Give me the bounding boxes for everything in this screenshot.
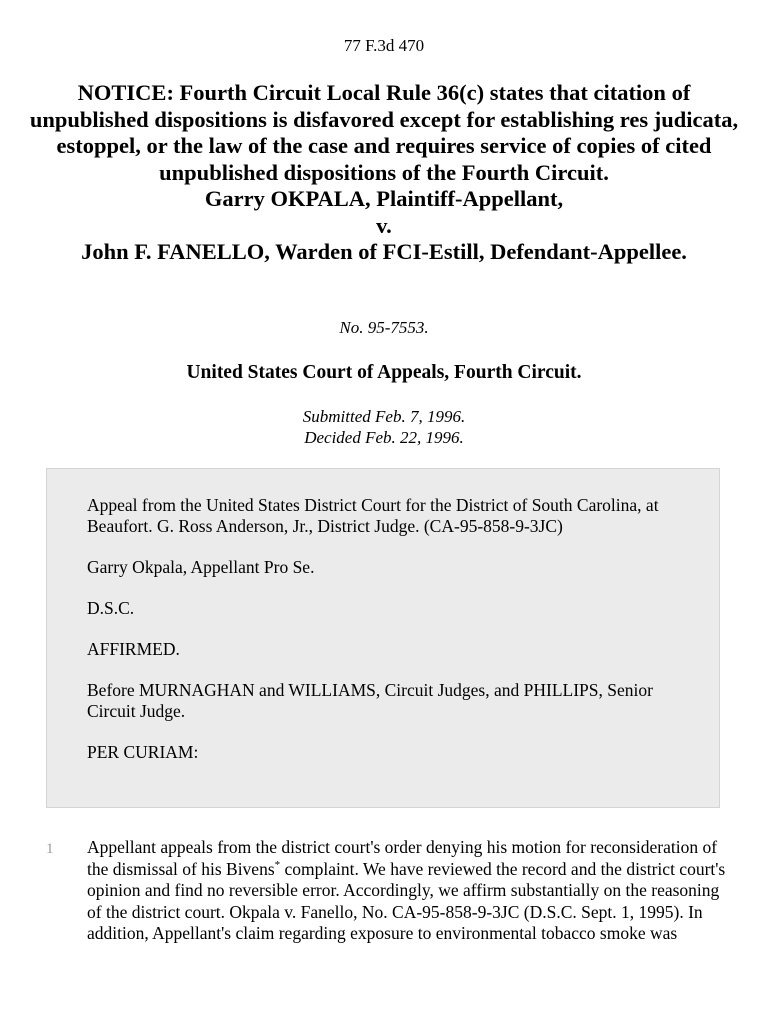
appeal-from-text: Appeal from the United States District Court for the District of South Carolina, at Beaufort. G. Ross Anderson, Jr., District Judge. (CA-95-858-9-3JC)	[87, 495, 659, 536]
lower-court-text: D.S.C.	[87, 598, 135, 618]
per-curiam-text: PER CURIAM:	[87, 742, 199, 762]
versus-text: v.	[376, 212, 392, 238]
footnote-link[interactable]: *	[274, 858, 281, 871]
citation: 77 F.3d 470	[343, 36, 425, 55]
notice-text: NOTICE: Fourth Circuit Local Rule 36(c) states that citation of unpublished dispositions is disfavored except for establishing res judicata, estoppel, or the law of the case and requires service of copies of cited unpublished dispositions of the Fourth Circuit.	[29, 80, 739, 185]
opinion-text-continued: complaint. We have reviewed the record and the district court's opinion and find no reversible error. Accordingly, we affirm substantially on the reasoning of the district court. Okpala v. Fanello, No. CA-95-858-9-3JC (D.S.C. Sept. 1, 1995). In addition, Appellant's claim regarding exposure to environmental tobacco smoke was	[87, 858, 726, 943]
panel-text: Before MURNAGHAN and WILLIAMS, Circuit Judges, and PHILLIPS, Senior Circuit Judge.	[87, 680, 653, 721]
paragraph-number: 1	[46, 841, 54, 857]
case-caption	[20, 80, 748, 266]
court-name: United States Court of Appeals, Fourth Circuit.	[186, 362, 582, 383]
defendant-name: John F. FANELLO, Warden of FCI-Estill, Defendant-Appellee.	[81, 239, 687, 264]
docket-number: No. 95-7553.	[339, 318, 429, 337]
plaintiff-name: Garry OKPALA, Plaintiff-Appellant,	[204, 186, 564, 211]
decided-date: Decided Feb. 22, 1996.	[304, 428, 464, 447]
headnote-box	[46, 468, 720, 808]
opinion-paragraph	[87, 837, 727, 945]
counsel-text: Garry Okpala, Appellant Pro Se.	[87, 557, 315, 577]
submitted-date: Submitted Feb. 7, 1996.	[302, 407, 466, 426]
disposition-text: AFFIRMED.	[87, 639, 180, 659]
opinion-text-start: Appellant appeals from the district court's order denying his motion for reconsideration of the dismissal of his Bivens	[87, 837, 718, 879]
case-dates	[0, 406, 768, 448]
